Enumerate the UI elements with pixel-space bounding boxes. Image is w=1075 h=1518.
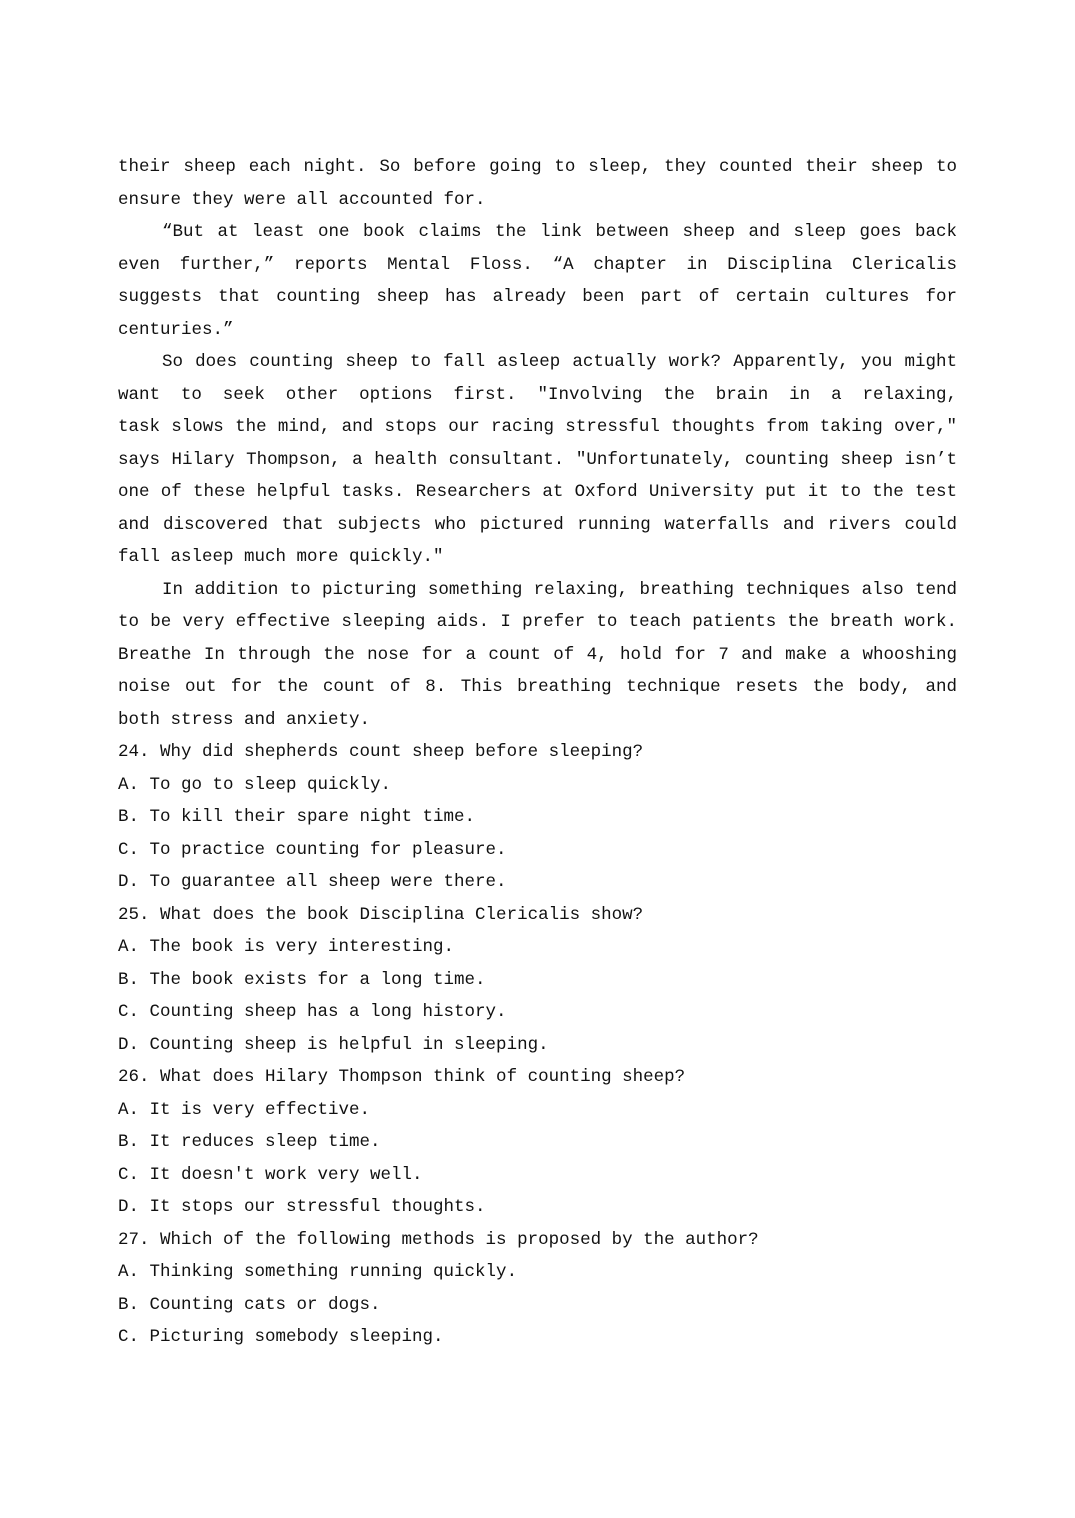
document-page: [118, 151, 957, 1354]
question-stem: 25. What does the book Disciplina Clericalis show?: [118, 904, 644, 925]
question-stem: 26. What does Hilary Thompson think of counting sheep?: [118, 1067, 686, 1087]
passage-line: Breathe In through the nose for a count of 4, hold for 7 and make a whooshing: [118, 644, 957, 665]
passage-line: ensure they were all accounted for.: [118, 189, 486, 210]
answer-option: D. Counting sheep is helpful in sleeping.: [118, 1034, 549, 1055]
passage-line: one of these helpful tasks. Researchers at Oxford University put it to the test: [118, 482, 957, 502]
passage-line: noise out for the count of 8. This breathing technique resets the body, and: [118, 677, 957, 697]
answer-option: B. To kill their spare night time.: [118, 807, 476, 827]
passage-line: fall asleep much more quickly.″: [118, 547, 444, 567]
passage-line: to be very effective sleeping aids. I prefer to teach patients the breath work.: [118, 612, 957, 632]
passage-line: both stress and anxiety.: [118, 709, 371, 730]
answer-option: A. The book is very interesting.: [118, 937, 455, 957]
passage-line: and discovered that subjects who pictured running waterfalls and rivers could: [118, 514, 957, 535]
passage-line: their sheep each night. So before going to sleep, they counted their sheep to: [118, 157, 957, 177]
passage-line: want to seek other options first. ″Involving the brain in a relaxing,: [118, 384, 957, 405]
answer-option: A. Thinking something running quickly.: [118, 1262, 518, 1282]
passage-line: In addition to picturing something relaxing, breathing techniques also tend: [162, 579, 957, 600]
answer-option: D. To guarantee all sheep were there.: [118, 872, 507, 892]
answer-option: C. It doesn't work very well.: [118, 1164, 423, 1185]
answer-option: A. To go to sleep quickly.: [118, 774, 392, 795]
answer-option: C. To practice counting for pleasure.: [118, 839, 507, 860]
answer-option: A. It is very effective.: [118, 1099, 371, 1120]
answer-option: C. Picturing somebody sleeping.: [118, 1327, 444, 1347]
passage-line: even further,” reports Mental Floss. “A chapter in Disciplina Clericalis: [118, 254, 957, 275]
answer-option: D. It stops our stressful thoughts.: [118, 1197, 486, 1217]
passage-line: So does counting sheep to fall asleep actually work? Apparently, you might: [162, 352, 957, 372]
passage-line: centuries.”: [118, 319, 234, 340]
question-stem: 27. Which of the following methods is proposed by the author?: [118, 1229, 759, 1250]
passage-line: says Hilary Thompson, a health consultant. ″Unfortunately, counting sheep isn’t: [118, 449, 957, 470]
passage-line: “But at least one book claims the link between sheep and sleep goes back: [162, 222, 957, 242]
passage-line: task slows the mind, and stops our racing stressful thoughts from taking over,″: [118, 417, 957, 437]
answer-option: B. Counting cats or dogs.: [118, 1294, 381, 1315]
answer-option: C. Counting sheep has a long history.: [118, 1002, 507, 1022]
passage-line: suggests that counting sheep has already been part of certain cultures for: [118, 287, 957, 307]
answer-option: B. It reduces sleep time.: [118, 1132, 381, 1152]
answer-option: B. The book exists for a long time.: [118, 969, 486, 990]
question-stem: 24. Why did shepherds count sheep before sleeping?: [118, 742, 644, 762]
